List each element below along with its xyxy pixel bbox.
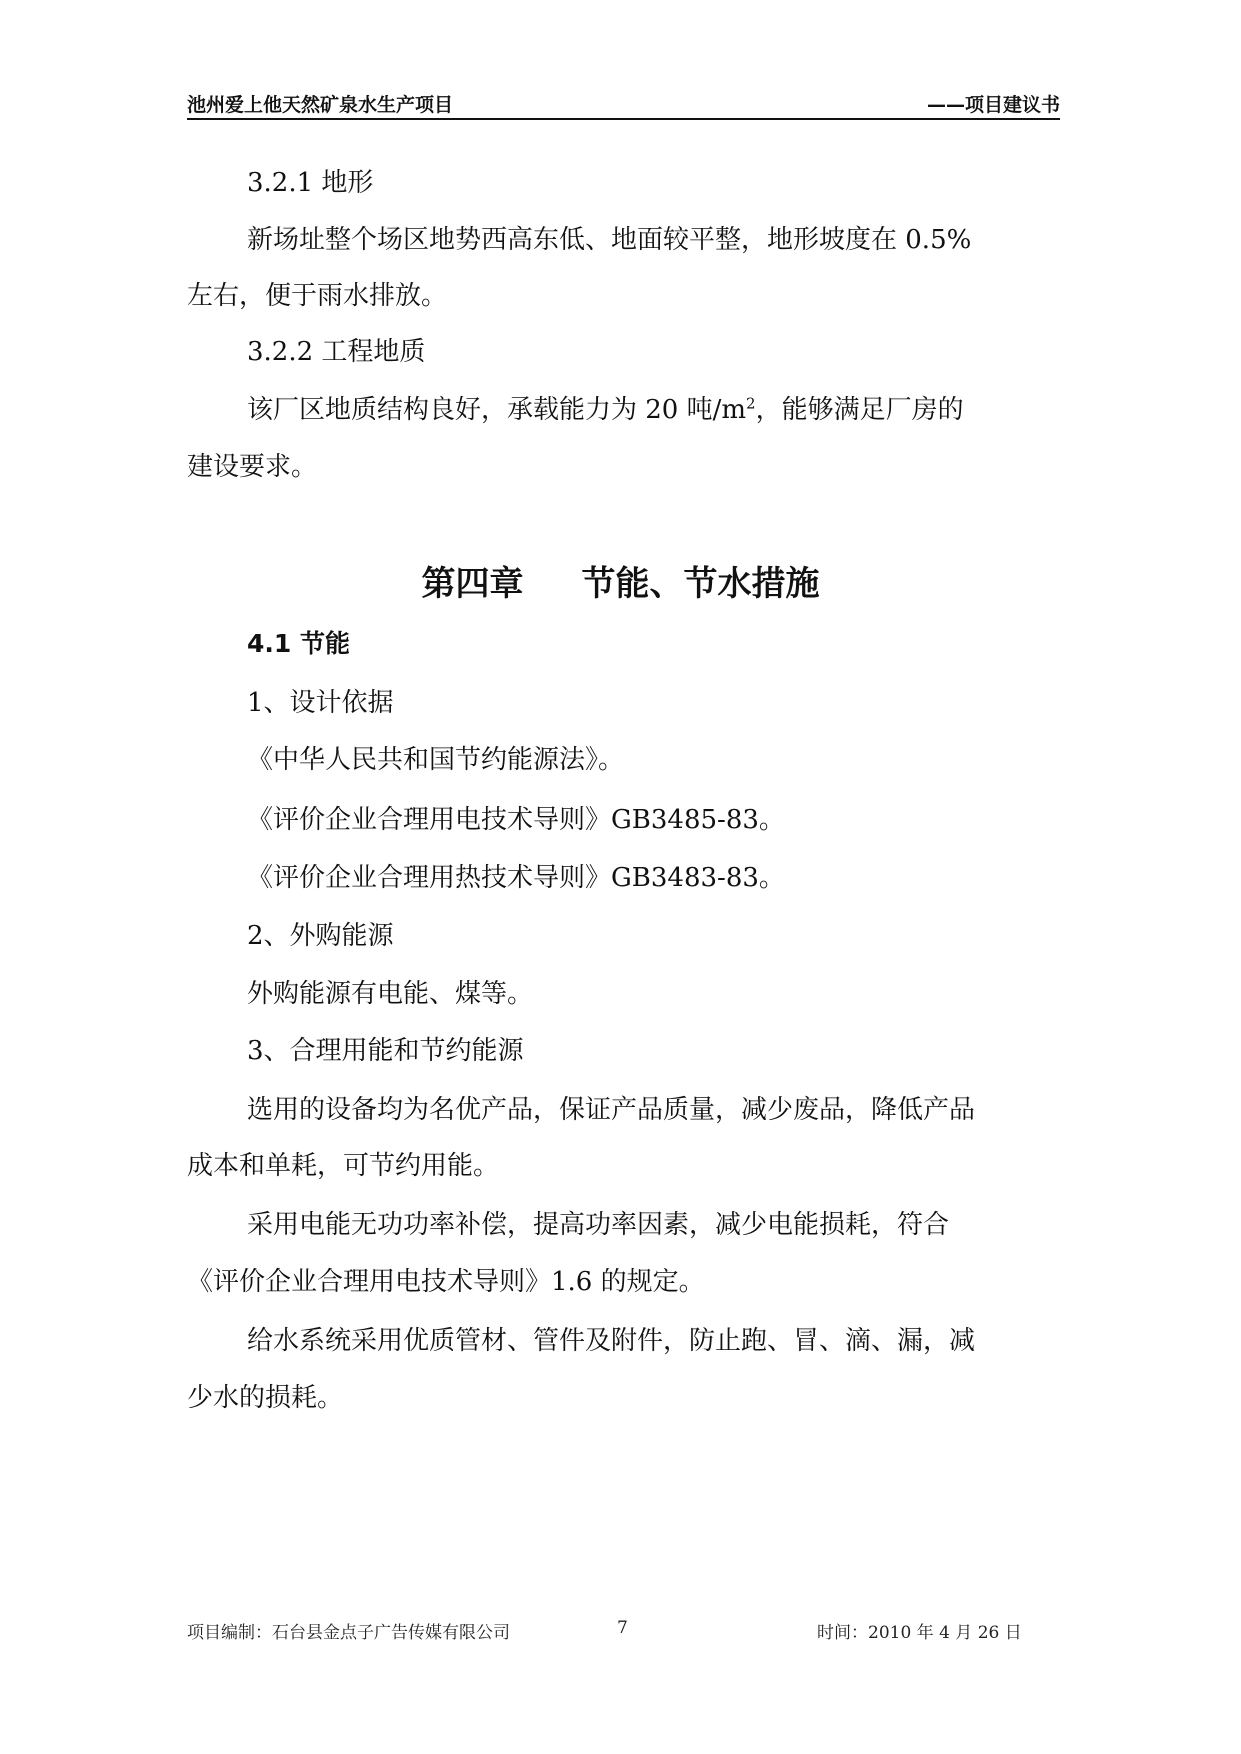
- para-water-line1: 给水系统采用优质管材、管件及附件，防止跑、冒、滴、漏，减: [247, 1326, 976, 1356]
- page-footer: [187, 1618, 1060, 1642]
- para-water-line2: 少水的损耗。: [187, 1383, 344, 1413]
- item-3-rational-energy: 3、合理用能和节约能源: [247, 1036, 524, 1066]
- section-3-2-1-para-line1: 新场址整个场区地势西高东低、地面较平整，地形坡度在 0.5%: [247, 225, 972, 255]
- header-project-title: 池州爱上他天然矿泉水生产项目: [187, 94, 454, 116]
- section-3-2-2-para-line2: 建设要求。: [187, 452, 318, 482]
- chapter-heading: [0, 556, 1241, 605]
- section-4-1-heading: 4.1 节能: [247, 629, 350, 658]
- chapter-number: 第四章: [421, 564, 524, 604]
- item-2-text: 外购能源有电能、煤等。: [247, 979, 534, 1009]
- para-compensation-line2: 《评价企业合理用电技术导则》1.6 的规定。: [187, 1267, 705, 1297]
- section-3-2-2-heading: 3.2.2 工程地质: [247, 337, 426, 367]
- bearing-capacity-text: 该厂区地质结构良好，承载能力为 20 吨/m: [247, 395, 747, 425]
- para-equipment-line1: 选用的设备均为名优产品，保证产品质量，减少废品，降低产品: [247, 1095, 976, 1125]
- law-energy-conservation: 《中华人民共和国节约能源法》。: [247, 745, 625, 775]
- footer-date: 时间：2010 年 4 月 26 日: [817, 1623, 1022, 1643]
- section-3-2-2-para-line1: [247, 394, 964, 426]
- superscript-2: 2: [746, 394, 756, 413]
- page-header: [187, 86, 1060, 120]
- para-compensation-line1: 采用电能无功功率补偿，提高功率因素，减少电能损耗，符合: [247, 1210, 950, 1240]
- standard-electricity: 《评价企业合理用电技术导则》GB3485-83。: [247, 805, 785, 835]
- footer-page-number: 7: [617, 1618, 628, 1638]
- bearing-capacity-text-end: ，能够满足厂房的: [755, 395, 964, 425]
- standard-heat: 《评价企业合理用热技术导则》GB3483-83。: [247, 863, 785, 893]
- chapter-title: 节能、节水措施: [581, 564, 820, 604]
- item-1-design-basis: 1、设计依据: [247, 688, 394, 718]
- footer-compiler: 项目编制：石台县金点子广告传媒有限公司: [187, 1623, 510, 1643]
- item-2-purchased-energy: 2、外购能源: [247, 921, 394, 951]
- para-equipment-line2: 成本和单耗，可节约用能。: [187, 1151, 500, 1181]
- section-3-2-1-heading: 3.2.1 地形: [247, 168, 374, 198]
- header-doc-type: ——项目建议书: [926, 94, 1060, 116]
- section-3-2-1-para-line2: 左右，便于雨水排放。: [187, 281, 448, 311]
